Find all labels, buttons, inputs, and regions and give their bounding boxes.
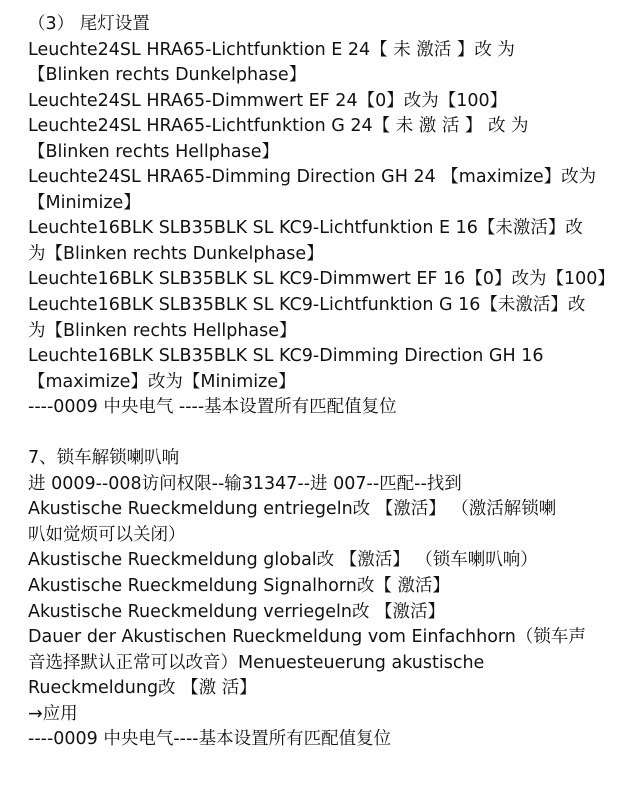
- text-line: 叭如觉烦可以关闭）: [28, 524, 186, 545]
- text-line: Leuchte16BLK SLB35BLK SL KC9-Dimmwert EF 16【0】改为【100】: [28, 269, 615, 290]
- text-line: 为【Blinken rechts Hellphase】: [28, 320, 297, 341]
- text-line: Akustische Rueckmeldung entriegeln改 【激活】 （激活解锁喇: [28, 499, 557, 520]
- text-line: 为【Blinken rechts Dunkelphase】: [28, 243, 324, 264]
- text-line: ----0009 中央电气 ----基本设置所有匹配值复位: [28, 397, 397, 418]
- text-line: 音选择默认正常可以改音）Menuesteuerung akustische: [28, 652, 485, 673]
- text-line: Akustische Rueckmeldung global改 【激活】 （锁车喇叭响）: [28, 550, 538, 571]
- text-line: Rueckmeldung改 【激 活】: [28, 678, 257, 699]
- blank-line: [28, 421, 628, 447]
- text-line: Dauer der Akustischen Rueckmeldung vom Einfachhorn（锁车声: [28, 627, 586, 648]
- text-line: 【maximize】改为【Minimize】: [28, 371, 296, 392]
- text-line: Leuchte16BLK SLB35BLK SL KC9-Lichtfunktion E 16【未激活】改: [28, 218, 583, 239]
- text-line: Akustische Rueckmeldung verriegeln改 【激活】: [28, 601, 446, 622]
- text-line: 【Blinken rechts Dunkelphase】: [28, 65, 307, 86]
- text-line: Leuchte24SL HRA65-Lichtfunktion G 24【 未 激 活 】 改 为: [28, 116, 529, 137]
- text-line: Leuchte24SL HRA65-Dimmwert EF 24【0】改为【100】: [28, 90, 508, 111]
- text-line: 【Blinken rechts Hellphase】: [28, 141, 280, 162]
- text-line: ----0009 中央电气----基本设置所有匹配值复位: [28, 729, 392, 750]
- text-line: 7、锁车解锁喇叭响: [28, 448, 180, 469]
- document-text: [28, 12, 628, 753]
- text-line: 【Minimize】: [28, 192, 141, 213]
- text-line: （3） 尾灯设置: [28, 14, 150, 34]
- text-line: 进 0009--008访问权限--输31347--进 007--匹配--找到: [28, 473, 462, 494]
- text-line: Akustische Rueckmeldung Signalhorn改【 激活】: [28, 576, 450, 597]
- text-line: Leuchte24SL HRA65-Dimming Direction GH 24 【maximize】改为: [28, 167, 597, 188]
- text-line: →应用: [28, 703, 78, 724]
- text-line: Leuchte16BLK SLB35BLK SL KC9-Dimming Direction GH 16: [28, 346, 544, 367]
- text-line: Leuchte24SL HRA65-Lichtfunktion E 24【 未 激活 】改 为: [28, 39, 515, 60]
- text-line: Leuchte16BLK SLB35BLK SL KC9-Lichtfunktion G 16【未激活】改: [28, 295, 586, 316]
